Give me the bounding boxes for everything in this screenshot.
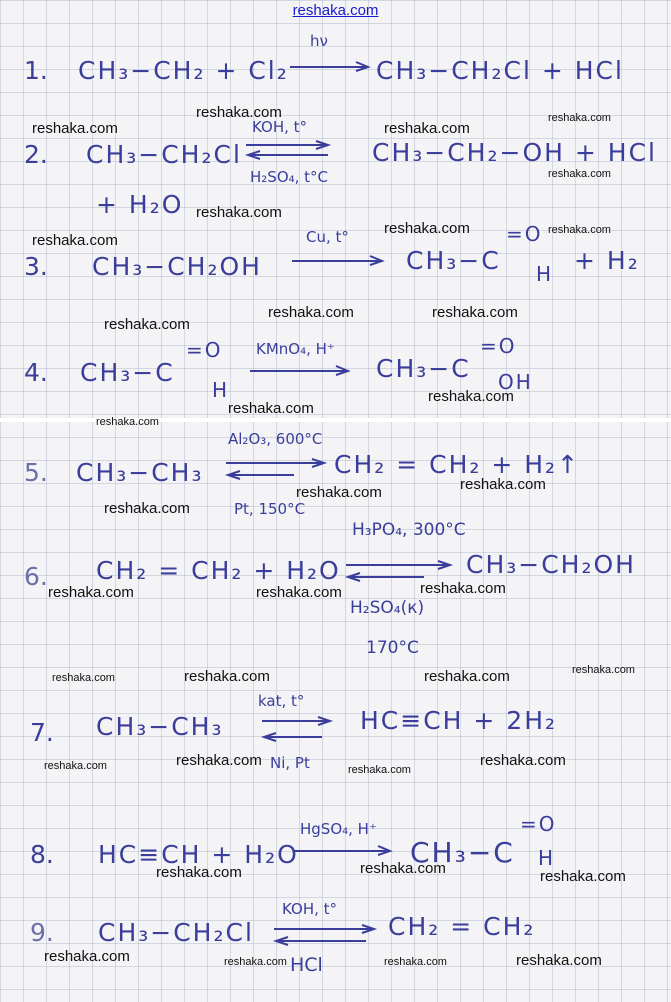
site-header-link[interactable]: reshaka.com xyxy=(292,2,379,19)
watermark: reshaka.com xyxy=(224,956,287,968)
reaction-3-reactants: CH₃−CH₂OH xyxy=(92,252,262,281)
reaction-9-reactant: CH₃−CH₂Cl xyxy=(98,918,254,947)
reaction-8-product-oxygen: =O xyxy=(520,812,557,836)
reaction-2-equilibrium-arrow xyxy=(244,140,332,160)
reaction-6-condition-bottom: H₂SO₄(к) xyxy=(350,598,425,618)
watermark: reshaka.com xyxy=(196,204,282,221)
reaction-5-equilibrium-arrow xyxy=(224,458,328,480)
watermark: reshaka.com xyxy=(44,948,130,965)
reaction-5-number: 5. xyxy=(24,458,48,487)
reaction-8-product: CH₃−C xyxy=(410,836,515,869)
watermark: reshaka.com xyxy=(104,500,190,517)
reaction-1-number: 1. xyxy=(24,56,48,85)
reaction-4-reactant: CH₃−C xyxy=(80,358,175,387)
watermark: reshaka.com xyxy=(432,304,518,321)
watermark: reshaka.com xyxy=(196,104,282,121)
reaction-5-condition-top: Al₂O₃, 600°C xyxy=(228,430,323,448)
reaction-7-condition-bottom: Ni, Pt xyxy=(270,754,310,772)
reaction-5-reactant: CH₃−CH₃ xyxy=(76,458,204,487)
watermark: reshaka.com xyxy=(44,760,107,772)
reaction-9-equilibrium-arrow xyxy=(272,924,378,946)
reaction-9-product: CH₂ = CH₂ xyxy=(388,912,536,941)
reaction-6-condition-top: H₃PO₄, 300°C xyxy=(352,520,466,540)
watermark: reshaka.com xyxy=(424,668,510,685)
reaction-7-number: 7. xyxy=(30,718,54,747)
reaction-8-reactants: HC≡CH + H₂O xyxy=(98,840,299,869)
watermark: reshaka.com xyxy=(572,664,635,676)
watermark: reshaka.com xyxy=(428,388,514,405)
watermark: reshaka.com xyxy=(268,304,354,321)
reaction-5-products: CH₂ = CH₂ + H₂↑ xyxy=(334,450,581,479)
reaction-3-arrow xyxy=(290,254,386,268)
reaction-2-products: CH₃−CH₂−OH + HCl xyxy=(372,138,657,167)
reaction-7-equilibrium-arrow xyxy=(260,716,334,742)
reaction-3-number: 3. xyxy=(24,252,48,281)
reaction-4-reactant-oxygen: =O xyxy=(186,338,223,362)
reaction-4-product: CH₃−C xyxy=(376,354,471,383)
reaction-4-product-oxygen: =O xyxy=(480,334,517,358)
watermark: reshaka.com xyxy=(348,764,411,776)
reaction-7-products: HC≡CH + 2H₂ xyxy=(360,706,558,735)
watermark: reshaka.com xyxy=(256,584,342,601)
watermark: reshaka.com xyxy=(548,168,611,180)
watermark: reshaka.com xyxy=(548,224,611,236)
watermark: reshaka.com xyxy=(32,120,118,137)
reaction-9-condition-bottom: HCl xyxy=(290,954,323,976)
watermark: reshaka.com xyxy=(228,400,314,417)
watermark: reshaka.com xyxy=(296,484,382,501)
watermark: reshaka.com xyxy=(176,752,262,769)
reaction-1-condition: hν xyxy=(310,32,328,50)
watermark: reshaka.com xyxy=(480,752,566,769)
reaction-8-condition: HgSO₄, H⁺ xyxy=(300,820,377,838)
reaction-3-condition: Cu, t° xyxy=(306,228,349,246)
reaction-4-reactant-hydrogen: H xyxy=(212,378,230,402)
reaction-4-condition: KMnO₄, H⁺ xyxy=(256,340,335,358)
watermark: reshaka.com xyxy=(32,232,118,249)
reaction-3-product-h2: + H₂ xyxy=(574,246,640,275)
reaction-8-product-hydrogen: H xyxy=(538,846,556,870)
watermark: reshaka.com xyxy=(360,860,446,877)
reaction-9-number: 9. xyxy=(30,918,54,947)
reaction-2-number: 2. xyxy=(24,140,48,169)
reaction-6-temperature: 170°C xyxy=(366,638,419,658)
watermark: reshaka.com xyxy=(104,316,190,333)
watermark: reshaka.com xyxy=(96,416,159,428)
reaction-4-product-hydroxyl: OH xyxy=(498,370,533,394)
reaction-3-product-hydrogen: H xyxy=(536,262,554,286)
reaction-2-reactants: CH₃−CH₂Cl xyxy=(86,140,242,169)
reaction-8-number: 8. xyxy=(30,840,54,869)
reaction-4-arrow xyxy=(248,364,352,378)
watermark: reshaka.com xyxy=(384,956,447,968)
reaction-7-condition-top: kat, t° xyxy=(258,692,305,710)
watermark: reshaka.com xyxy=(540,868,626,885)
reaction-9-condition-top: KOH, t° xyxy=(282,900,338,918)
watermark: reshaka.com xyxy=(156,864,242,881)
reaction-6-reactants: CH₂ = CH₂ + H₂O xyxy=(96,556,341,585)
watermark: reshaka.com xyxy=(516,952,602,969)
reaction-1-arrow xyxy=(288,60,372,74)
watermark: reshaka.com xyxy=(460,476,546,493)
reaction-2-reactants-water: + H₂O xyxy=(96,190,184,219)
reaction-6-equilibrium-arrow xyxy=(344,560,454,582)
watermark: reshaka.com xyxy=(420,580,506,597)
reaction-7-reactant: CH₃−CH₃ xyxy=(96,712,224,741)
watermark: reshaka.com xyxy=(384,120,470,137)
watermark: reshaka.com xyxy=(184,668,270,685)
watermark: reshaka.com xyxy=(52,672,115,684)
reaction-5-condition-bottom: Pt, 150°C xyxy=(234,500,306,518)
reaction-3-product-oxygen: =O xyxy=(506,222,543,246)
watermark: reshaka.com xyxy=(548,112,611,124)
reaction-6-number: 6. xyxy=(24,562,48,591)
reaction-1-reactants: CH₃−CH₂ + Cl₂ xyxy=(78,56,289,85)
reaction-1-products: CH₃−CH₂Cl + HCl xyxy=(376,56,624,85)
reaction-2-condition-top: KOH, t° xyxy=(252,118,308,136)
reaction-6-product: CH₃−CH₂OH xyxy=(466,550,636,579)
reaction-3-product-aldehyde: CH₃−C xyxy=(406,246,501,275)
reaction-4-number: 4. xyxy=(24,358,48,387)
reaction-2-condition-bottom: H₂SO₄, t°C xyxy=(250,168,329,186)
watermark: reshaka.com xyxy=(384,220,470,237)
reaction-8-arrow xyxy=(292,844,394,858)
watermark: reshaka.com xyxy=(48,584,134,601)
